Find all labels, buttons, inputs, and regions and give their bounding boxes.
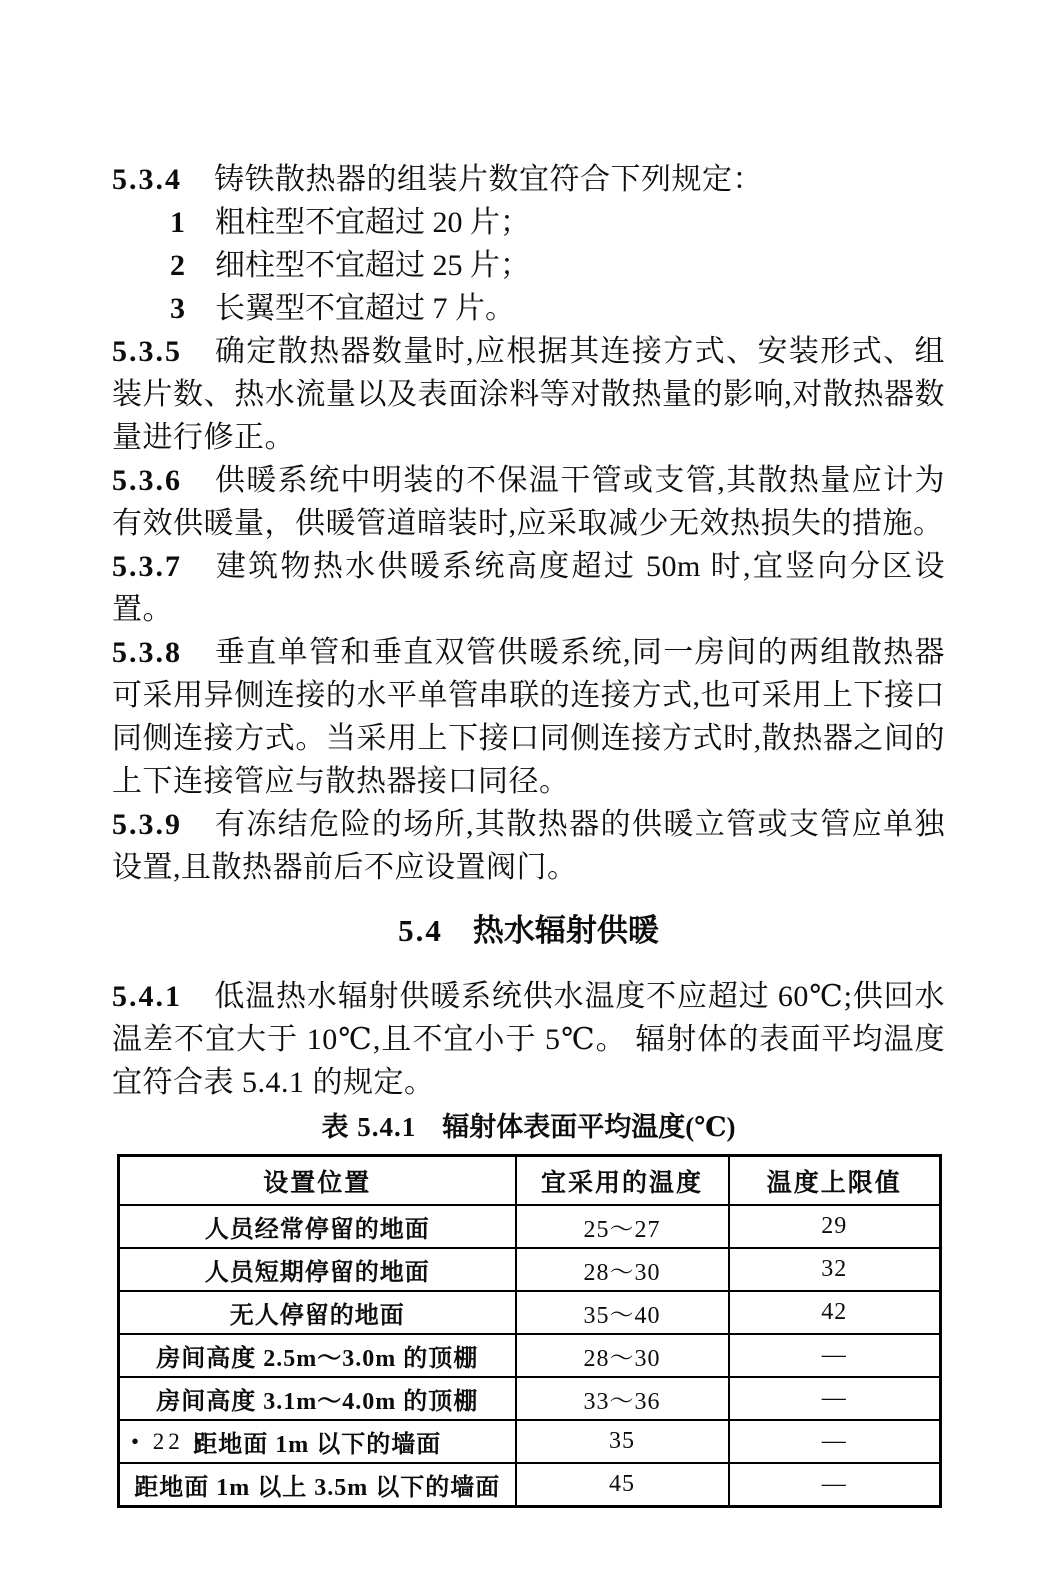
table-cell-limit: 32 [729,1248,941,1291]
table-cell-limit: 42 [729,1291,941,1334]
page-content [112,158,945,1508]
clause-text: 垂直单管和垂直双管供暖系统,同一房间的两组散热器可采用异侧连接的水平单管串联的连接方式,也可采用上下接口同侧连接方式。当采用上下接口同侧连接方式时,散热器之间的上下连接管应与散热器接口同径。 [112,636,945,798]
table-row [119,1205,941,1248]
clause-number: 5.3.7 [112,550,182,583]
table-cell-limit: — [729,1463,941,1507]
table-cell-suitable: 25～27 [516,1205,729,1248]
section-heading-number: 5.4 [398,913,443,948]
clause-text: 低温热水辐射供暖系统供水温度不应超过 60℃;供回水温差不宜大于 10℃,且不宜小于 5℃。 辐射体的表面平均温度宜符合表 5.4.1 的规定。 [112,980,945,1099]
column-header-upper-limit: 温度上限值 [729,1156,941,1206]
clause-text: 有冻结危险的场所,其散热器的供暖立管或支管应单独设置,且散热器前后不应设置阀门。 [112,808,945,884]
clause-5-3-7 [112,545,945,631]
table-cell-suitable: 45 [516,1463,729,1507]
clause-text: 建筑物热水供暖系统高度超过 50m 时,宜竖向分区设置。 [112,550,945,626]
list-item-number: 2 [170,249,185,282]
clause-5-3-6 [112,459,945,545]
table-row [119,1291,941,1334]
table-cell-limit: 29 [729,1205,941,1248]
list-item-3 [112,287,945,330]
clause-text: 供暖系统中明装的不保温干管或支管,其散热量应计为有效供暖量，供暖管道暗装时,应采取减少无效热损失的措施。 [112,464,945,540]
table-row [119,1377,941,1420]
table-cell-suitable: 28～30 [516,1248,729,1291]
clause-5-3-9 [112,803,945,889]
clause-number: 5.3.5 [112,335,182,368]
clause-number: 5.3.9 [112,808,182,841]
list-item-number: 3 [170,292,185,325]
clause-number: 5.3.8 [112,636,182,669]
clause-number: 5.3.4 [112,163,182,196]
table-row [119,1420,941,1463]
clause-5-3-8 [112,631,945,803]
clause-number: 5.3.6 [112,464,182,497]
section-heading-5-4 [112,909,945,953]
table-caption [112,1110,945,1144]
table-cell-location: 距地面 1m 以上 3.5m 以下的墙面 [119,1463,516,1507]
list-item-text: 细柱型不宜超过 25 片； [215,249,530,282]
clause-5-4-1 [112,975,945,1104]
table-cell-limit: — [729,1334,941,1377]
list-item-2 [112,244,945,287]
clause-5-3-4 [112,158,945,201]
clause-text: 确定散热器数量时,应根据其连接方式、安装形式、组装片数、热水流量以及表面涂料等对散热量的影响,对散热器数量进行修正。 [112,335,945,454]
list-item-text: 粗柱型不宜超过 20 片； [215,206,530,239]
clause-number: 5.4.1 [112,980,182,1013]
table-cell-location: 距地面 1m 以下的墙面 [119,1420,516,1463]
table-cell-location: 人员短期停留的地面 [119,1248,516,1291]
table-caption-title: 辐射体表面平均温度(℃) [442,1112,736,1142]
table-header-row [119,1156,941,1206]
table-cell-limit: — [729,1377,941,1420]
table-row [119,1248,941,1291]
list-item-text: 长翼型不宜超过 7 片。 [215,292,515,325]
table-cell-suitable: 33～36 [516,1377,729,1420]
table-cell-location: 房间高度 2.5m～3.0m 的顶棚 [119,1334,516,1377]
surface-temperature-table [117,1154,942,1508]
clause-text: 铸铁散热器的组装片数宜符合下列规定： [214,163,763,196]
table-cell-limit: — [729,1420,941,1463]
page-number: • 22 • [131,1429,206,1454]
table-caption-label: 表 5.4.1 [321,1112,417,1142]
table-row [119,1463,941,1507]
table-cell-suitable: 35 [516,1420,729,1463]
clause-5-3-5 [112,330,945,459]
table-cell-suitable: 35～40 [516,1291,729,1334]
list-item-1 [112,201,945,244]
column-header-suitable-temperature: 宜采用的温度 [516,1156,729,1206]
table-cell-location: 人员经常停留的地面 [119,1205,516,1248]
table-row [119,1334,941,1377]
table-cell-suitable: 28～30 [516,1334,729,1377]
column-header-location: 设置位置 [119,1156,516,1206]
table-cell-location: 无人停留的地面 [119,1291,516,1334]
list-item-number: 1 [170,206,185,239]
table-cell-location: 房间高度 3.1m～4.0m 的顶棚 [119,1377,516,1420]
section-heading-title: 热水辐射供暖 [472,913,659,948]
